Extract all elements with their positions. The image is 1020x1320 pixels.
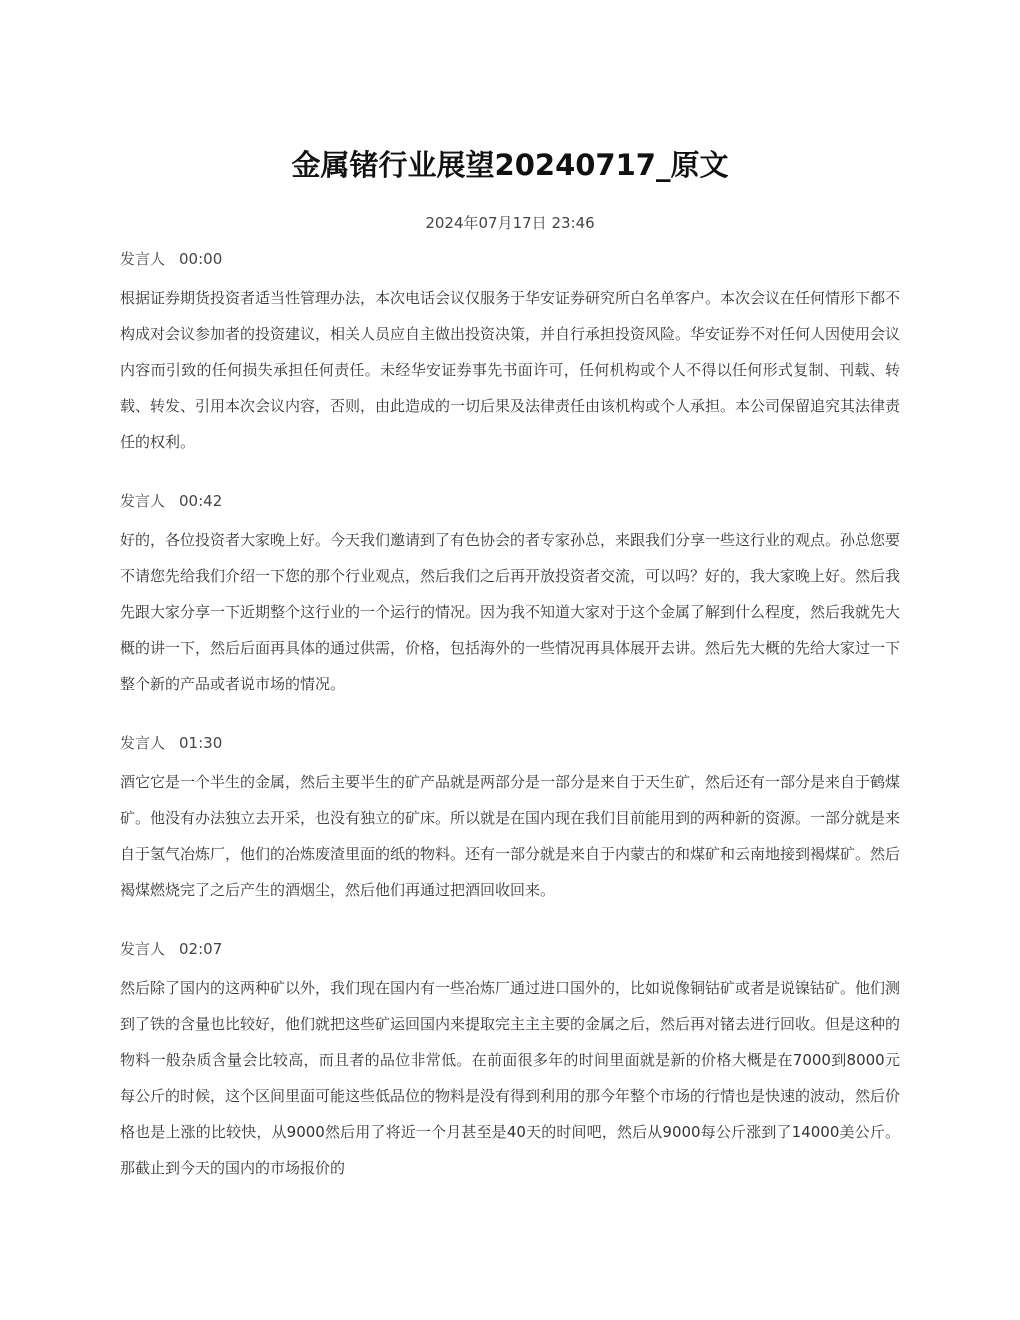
document-title: 金属锗行业展望20240717_原文 (291, 148, 729, 182)
timestamp: 00:00 (179, 250, 223, 268)
speaker-line (120, 730, 900, 756)
transcript (120, 246, 900, 1214)
speaker-name: 发言人 (120, 250, 166, 268)
speaker-name: 发言人 (120, 492, 166, 510)
transcript-text: 然后除了国内的这两种矿以外，我们现在国内有一些冶炼厂通过进口国外的，比如说像铜钴矿或者是说镍钴矿。他们测到了铁的含量也比较好，他们就把这些矿运回国内来提取完主主主要的金属之后，然后再对锗去进行回收。但是这种的物料一般杂质含量会比较高，而且者的品位非常低。在前面很多年的时间里面就是新的价格大概是在7000到8000元每公斤的时候，这个区间里面可能这些低品位的物料是没有得到利用的那今年整个市场的行情也是快速的波动，然后价格也是上涨的比较快，从9000然后用了将近一个月甚至是40天的时间吧，然后从9000每公斤涨到了14000美公斤。那截止到今天的国内的市场报价的 (120, 979, 901, 1177)
transcript-segment (120, 488, 900, 702)
speaker-line (120, 488, 900, 514)
transcript-text: 酒它它是一个半生的金属，然后主要半生的矿产品就是两部分是一部分是来自于天生矿，然后还有一部分是来自于鹤煤矿。他没有办法独立去开采，也没有独立的矿床。所以就是在国内现在我们目前能用到的两种新的资源。一部分就是来自于氢气冶炼厂，他们的冶炼废渣里面的纸的物料。还有一部分就是来自于内蒙古的和煤矿和云南地接到褐煤矿。然后褐煤燃烧完了之后产生的酒烟尘，然后他们再通过把酒回收回来。 (120, 773, 901, 899)
speaker-line (120, 246, 900, 272)
transcript-text: 根据证券期货投资者适当性管理办法，本次电话会议仅服务于华安证券研究所白名单客户。本次会议在任何情形下都不构成对会议参加者的投资建议，相关人员应自主做出投资决策，并自行承担投资风险。华安证券不对任何人因使用会议内容而引致的任何损失承担任何责任。未经华安证券事先书面许可，任何机构或个人不得以任何形式复制、刊载、转载、转发、引用本次会议内容，否则，由此造成的一切后果及法律责任由该机构或个人承担。本公司保留追究其法律责任的权利。 (120, 289, 901, 451)
speaker-name: 发言人 (120, 734, 166, 752)
document-date: 2024年07月17日 23:46 (425, 214, 595, 232)
speaker-line (120, 936, 900, 962)
transcript-text: 好的，各位投资者大家晚上好。今天我们邀请到了有色协会的者专家孙总，来跟我们分享一些这行业的观点。孙总您要不请您先给我们介绍一下您的那个行业观点，然后我们之后再开放投资者交流，可以吗？好的，我大家晚上好。然后我先跟大家分享一下近期整个这行业的一个运行的情况。因为我不知道大家对于这个金属了解到什么程度，然后我就先大概的讲一下，然后后面再具体的通过供需，价格，包括海外的一些情况再具体展开去讲。然后先大概的先给大家过一下整个新的产品或者说市场的情况。 (120, 531, 901, 693)
timestamp: 01:30 (179, 734, 223, 752)
timestamp: 00:42 (179, 492, 223, 510)
transcript-segment (120, 246, 900, 460)
transcript-segment (120, 936, 900, 1186)
speaker-name: 发言人 (120, 940, 166, 958)
transcript-segment (120, 730, 900, 908)
timestamp: 02:07 (179, 940, 223, 958)
